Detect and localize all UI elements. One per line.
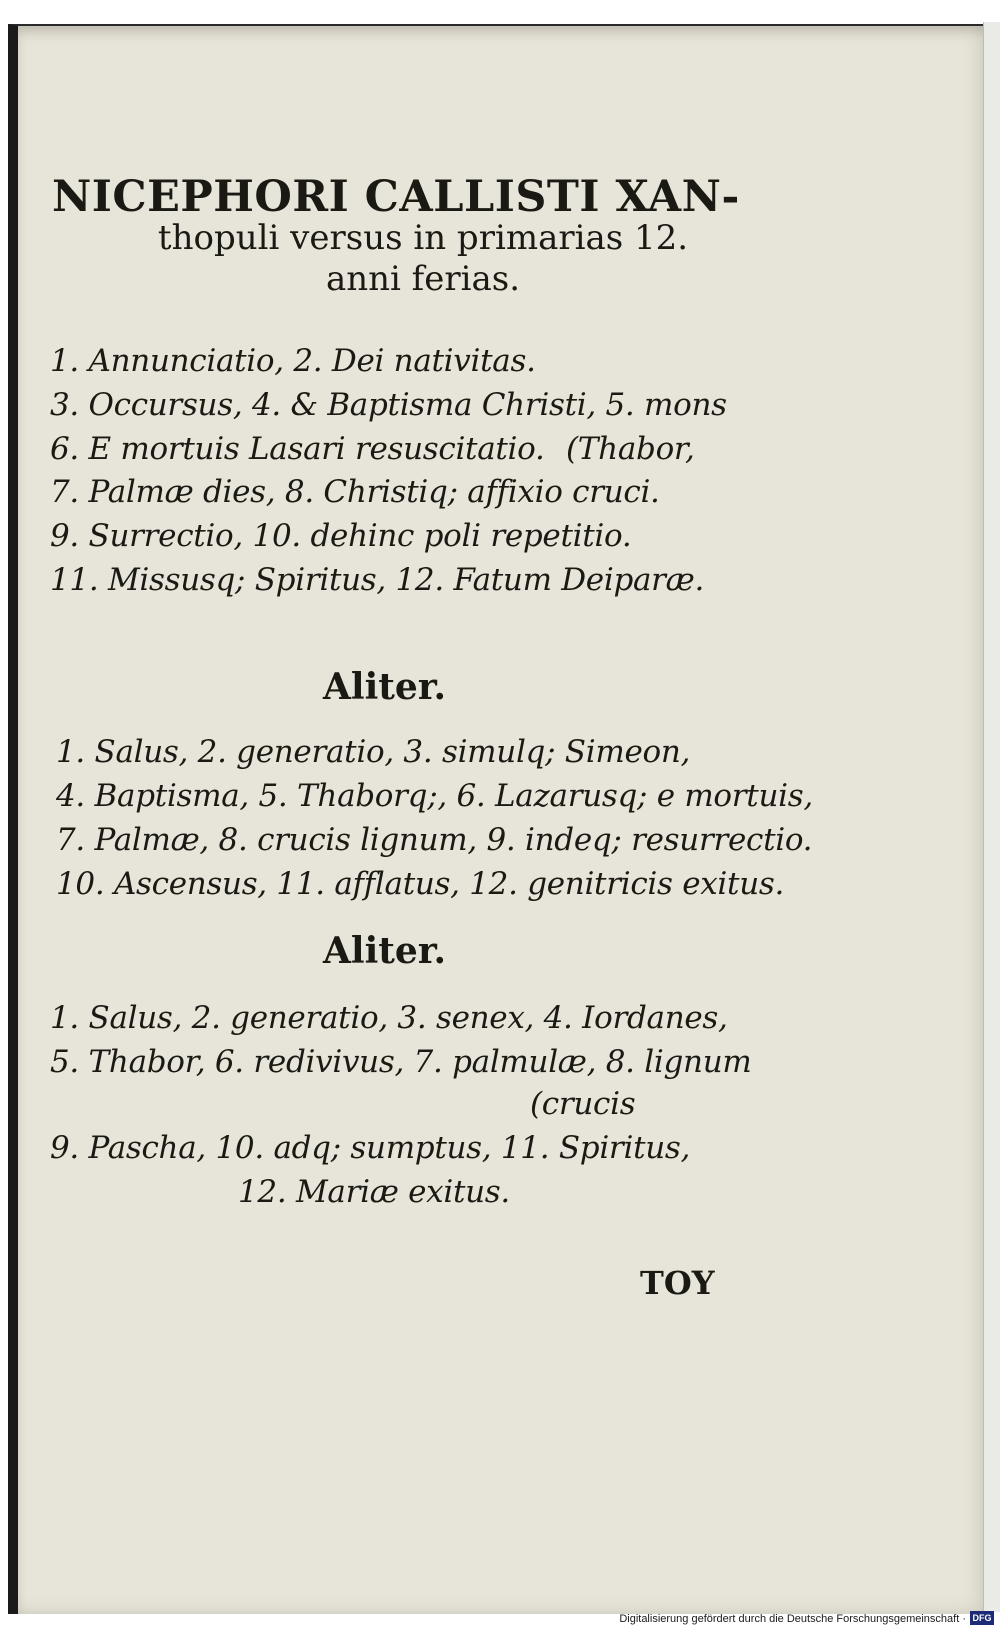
verse-line-turnover: (crucis (530, 1086, 636, 1122)
digitization-credit: Digitalisierung gefördert durch die Deutsche Forschungsgemeinschaft · (619, 1613, 966, 1625)
verse-line: 1. Salus, 2. generatio, 3. simulq; Simeon, (56, 734, 691, 770)
verse-line: 12. Mariæ exitus. (238, 1174, 510, 1210)
verse-line: 5. Thabor, 6. redivivus, 7. palmulæ, 8. lignum (50, 1044, 752, 1080)
catchword: TOY (640, 1264, 715, 1302)
verse-line: 9. Surrectio, 10. dehinc poli repetitio. (50, 518, 632, 554)
verse-line: 11. Missusq; Spiritus, 12. Fatum Deiparæ. (50, 562, 705, 598)
verse-line: 4. Baptisma, 5. Thaborq;, 6. Lazarusq; e mortuis, (56, 778, 813, 814)
book-page (8, 24, 994, 1614)
dfg-logo: DFG (970, 1611, 994, 1625)
page-subtitle-line-1: thopuli versus in primarias 12. (157, 218, 689, 258)
page-edge (983, 22, 1000, 1612)
page-title: NICEPHORI CALLISTI XAN- (52, 172, 740, 222)
verse-line: 7. Palmæ, 8. crucis lignum, 9. indeq; resurrectio. (56, 822, 813, 858)
page-subtitle-line-2: anni ferias. (325, 259, 521, 299)
verse-line: 3. Occursus, 4. & Baptisma Christi, 5. mons (50, 387, 727, 423)
section-heading: Aliter. (323, 930, 447, 972)
verse-line: 10. Ascensus, 11. afflatus, 12. genitricis exitus. (56, 866, 785, 902)
verse-line-turnover: (Thabor, (566, 431, 695, 467)
section-heading: Aliter. (323, 666, 447, 708)
verse-line: 1. Salus, 2. generatio, 3. senex, 4. Iordanes, (50, 1000, 728, 1036)
verse-line: 7. Palmæ dies, 8. Christiq; affixio cruci. (50, 474, 660, 510)
verse-line: 1. Annunciatio, 2. Dei nativitas. (50, 343, 536, 379)
verse-line: 6. E mortuis Lasari resuscitatio. (50, 431, 545, 467)
verse-line: 9. Pascha, 10. adq; sumptus, 11. Spiritus, (50, 1130, 691, 1166)
